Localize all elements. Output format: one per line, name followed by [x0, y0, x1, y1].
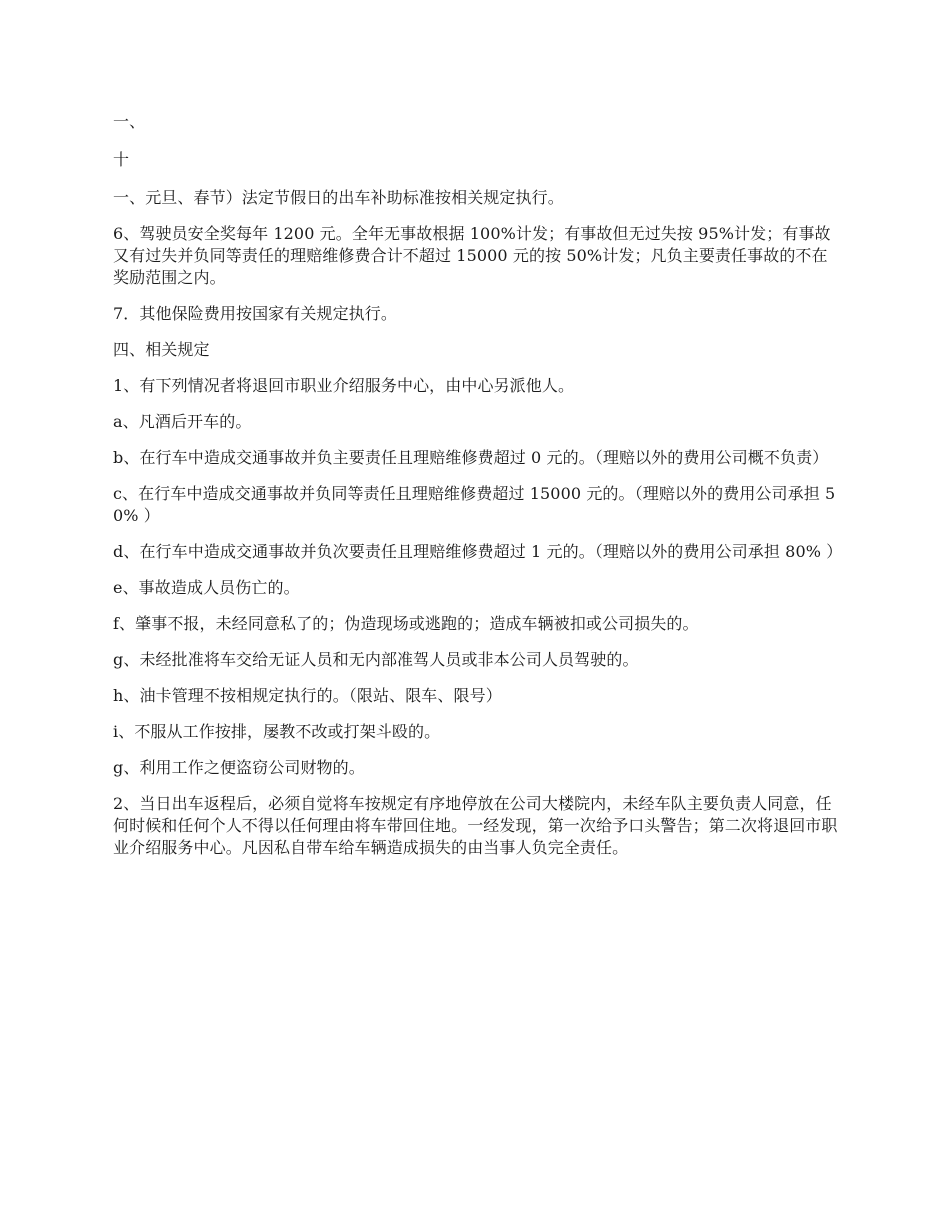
list-item-b: b、在行车中造成交通事故并负主要责任且理赔维修费超过 0 元的。（理赔以外的费用公司概不负责） [113, 448, 829, 467]
list-item-g: g、未经批准将车交给无证人员和无内部准驾人员或非本公司人员驾驶的。 [113, 650, 639, 669]
list-item-d: d、在行车中造成交通事故并负次要责任且理赔维修费超过 1 元的。（理赔以外的费用公司承担 80% ） [113, 542, 843, 561]
document-body [113, 111, 843, 873]
section-heading-regulations: 四、相关规定 [113, 340, 210, 359]
list-item-e: e、事故造成人员伤亡的。 [113, 578, 300, 597]
paragraph-parking-rule: 2、当日出车返程后，必须自觉将车按规定有序地停放在公司大楼院内，未经车队主要负责人同意，任何时候和任何个人不得以任何理由将车带回住地。一经发现，第一次给予口头警告；第二次将退回市职业介绍服务中心。凡因私自带车给车辆造成损失的由当事人负完全责任。 [113, 794, 838, 857]
list-item-g-2: g、利用工作之便盗窃公司财物的。 [113, 758, 365, 777]
list-item-c: c、在行车中造成交通事故并负同等责任且理赔维修费超过 15000 元的。（理赔以外的费用公司承担 50% ） [113, 484, 836, 525]
paragraph-return-conditions: 1、有下列情况者将退回市职业介绍服务中心，由中心另派他人。 [113, 376, 575, 395]
paragraph-insurance: 7．其他保险费用按国家有关规定执行。 [113, 304, 397, 323]
paragraph-safety-bonus: 6、驾驶员安全奖每年 1200 元。全年无事故根据 100%计发；有事故但无过失按 95%计发；有事故又有过失并负同等责任的理赔维修费合计不超过 15000 元的按 50%计发；凡负主要责任事故的不在奖励范围之内。 [113, 224, 831, 287]
list-item-h: h、油卡管理不按相规定执行的。（限站、限车、限号） [113, 686, 502, 705]
paragraph-heading-1: 一、 [113, 112, 146, 131]
paragraph-heading-10: 十 [113, 150, 130, 169]
list-item-f: f、肇事不报，未经同意私了的；伪造现场或逃跑的；造成车辆被扣或公司损失的。 [113, 614, 699, 633]
list-item-i: i、不服从工作按排，屡教不改或打架斗殴的。 [113, 722, 441, 741]
paragraph-holiday-subsidy: 一、元旦、春节）法定节假日的出车补助标准按相关规定执行。 [113, 188, 564, 207]
list-item-a: a、凡酒后开车的。 [113, 412, 252, 431]
